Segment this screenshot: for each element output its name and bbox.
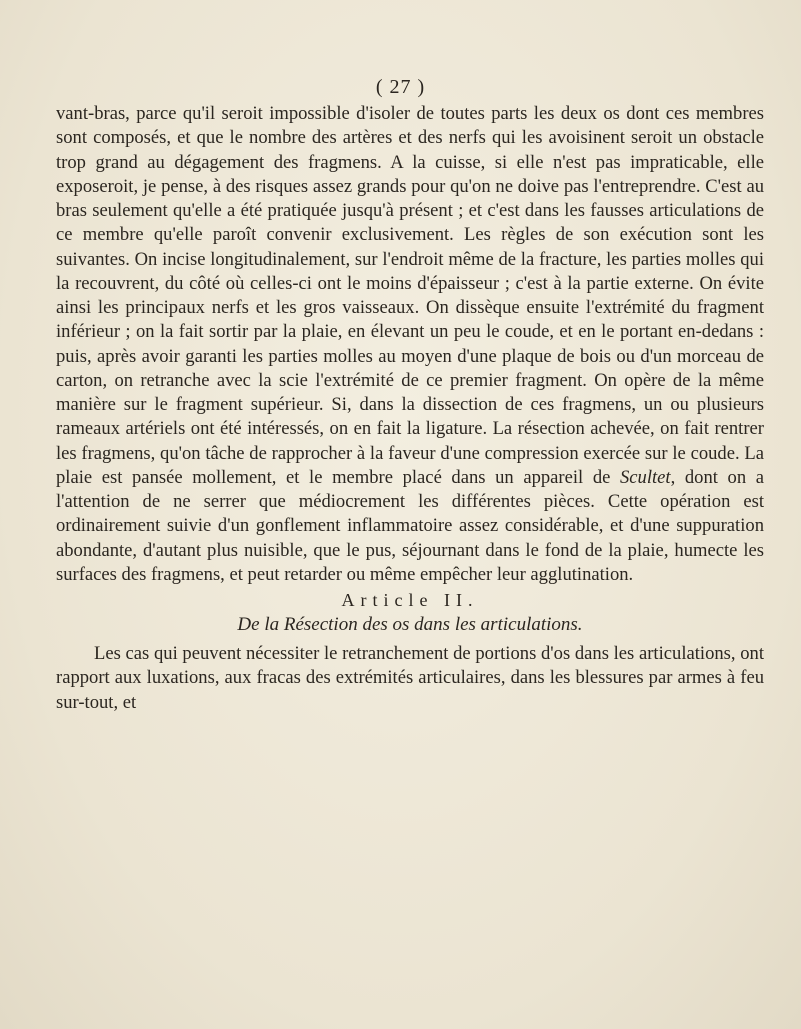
article-heading: Article II.: [341, 590, 479, 610]
paragraph-1-italic-name: Scultet: [620, 466, 671, 488]
paragraph-1-text-a: vant-bras, parce qu'il seroit impossible d'isoler de toutes parts les deux os dont ces membres sont composés, et que le nombre des artères et des nerfs qui les avoisinent seroit un obstacle trop grand au dégagement des fragmens. A la cuisse, si elle n'est pas impraticable, elle exposeroit, je pense, à des risques assez grands pour qu'on ne doive pas l'entreprendre. C'est au bras seulement qu'elle a été pratiquée jusqu'à présent ; et c'est dans les fausses articulations de ce membre qu'elle paroît convenir exclusivement. Les règles de son exécution sont les suivantes. On incise longitudinalement, sur l'endroit même de la fracture, les parties molles qui la recouvrent, du côté où celles-ci ont le moins d'épaisseur ; c'est à la partie externe. On évite ainsi les principaux nerfs et les gros vaisseaux. On dissèque ensuite l'extrémité du fragment inférieur ; on la fait sortir par la plaie, en élevant un peu le coude, et en le portant en-dedans : puis, après avoir garanti les parties molles au moyen d'une plaque de bois ou d'un morceau de carton, on retranche avec la scie l'extrémité de ce premier fragment. On opère de la même manière sur le fragment supérieur. Si, dans la dissection de ces fragmens, un ou plusieurs rameaux artériels ont été intéressés, on en fait la ligature. La résection achevée, on fait rentrer les fragmens, qu'on tâche de rapprocher à la faveur d'une compression exercée sur le coude. La plaie est pansée mollement, et le membre placé dans un appareil de: [56, 103, 764, 488]
page-number: ( 27 ): [375, 76, 426, 98]
paragraph-1-text-b: , dont on a l'attention de ne serrer que médiocrement les différentes pièces. Cette opération est ordinairement suivie d'un gonflement inflammatoire assez considérable, et d'une suppuration abondante, d'autant plus nuisible, que le pus, séjournant dans le fond de la plaie, humecte les surfaces des fragmens, et peut retarder ou même empêcher leur agglutination.: [56, 466, 765, 585]
body-text: [56, 102, 764, 715]
paragraph-1: [56, 102, 764, 587]
section-title: De la Résection des os dans les articulations.: [237, 614, 583, 635]
paragraph-2: Les cas qui peuvent nécessiter le retranchement de portions d'os dans les articulations, ont rapport aux luxations, aux fracas des extrémités articulaires, dans les blessures par armes à feu sur-tout, et: [56, 643, 764, 713]
